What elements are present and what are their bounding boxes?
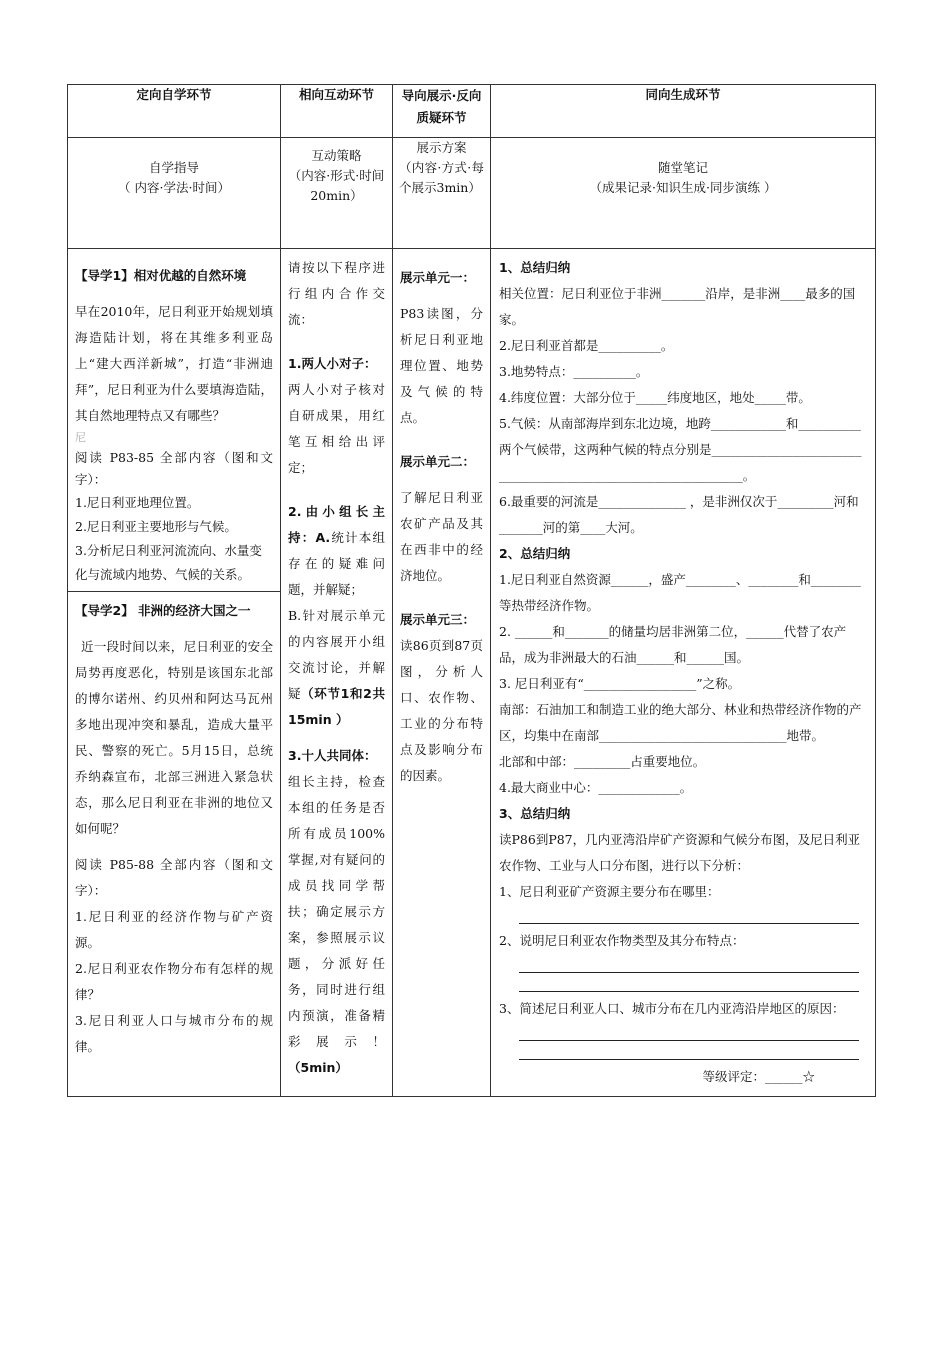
guide2-item-3: 3.尼日利亚人口与城市分布的规律。	[75, 1013, 273, 1054]
subheader-col3-sub: （内容·方式·每个展示3min）	[399, 160, 484, 195]
answer-line-5[interactable]	[519, 1045, 859, 1060]
guide2-item-2: 2.尼日利亚农作物分布有怎样的规律？	[75, 961, 273, 1002]
s1-line-3: 3.地势特点：__________。	[499, 364, 649, 379]
step1-text: 两人小对子核对自研成果，用红笔互相给出评定；	[288, 382, 385, 475]
subheader-col3-title: 展示方案	[416, 140, 467, 155]
lesson-plan-table	[67, 84, 876, 1097]
answer-line-4[interactable]	[519, 1026, 859, 1041]
guide2-item-1: 1.尼日利亚的经济作物与矿产资源。	[75, 909, 273, 950]
col4-content	[491, 249, 876, 1097]
guide2-text: 近一段时间以来，尼日利亚的安全局势再度恶化，特别是该国东北部的博尔诺州、约贝州和阿达马瓦州多地出现冲突和暴乱，造成大量平民、警察的死亡。5月15日，总统乔纳森宣布，北部三洲进入紧急状态，那么尼日利亚在非洲的地位又如何呢？	[75, 639, 273, 836]
s1-line-1: 相关位置：尼日利亚位于非洲_______沿岸，是非洲____最多的国家。	[499, 286, 856, 327]
guide2-read: 阅读 P85-88 全部内容（图和文字）：	[75, 857, 273, 898]
answer-line-3[interactable]	[519, 977, 859, 992]
unit3-text: 读86页到87页图，分析人口、农作物、工业的分布特点及影响分布的因素。	[400, 638, 483, 783]
s1-line-6: 6.最重要的河流是______________ ，是非洲仅次于_________河和_______河的第____大河。	[499, 494, 859, 535]
s3-intro: 读P86到P87，几内亚湾沿岸矿产资源和气候分布图，及尼日利亚农作物、工业与人口分布图，进行以下分析：	[499, 832, 861, 873]
s2-line-1: 1.尼日利亚自然资源______，盛产________、________和________等热带经济作物。	[499, 572, 861, 613]
col1-content	[68, 249, 281, 1097]
unit3-title: 展示单元三：	[400, 612, 476, 627]
guide1-faint: 尼	[75, 431, 86, 444]
step3-text: 组长主持，检查本组的任务是否所有成员100%掌握,对有疑问的成员找同学帮扶；确定展示方案，参照展示议题，分派好任务，同时进行组内预演，准备精彩展示！	[288, 774, 385, 1049]
section1-title: 1、总结归纳	[499, 260, 571, 275]
s2-line-2: 2. ______和_______的储量均居非洲第二位，______代替了农产品，成为非洲最大的石油______和______国。	[499, 624, 847, 665]
unit2-text: 了解尼日利亚农矿产品及其在西非中的经济地位。	[400, 490, 483, 583]
guide1-item-2: 2.尼日利亚主要地形与气候。	[75, 519, 237, 534]
step1-title: 1.两人小对子：	[288, 356, 377, 371]
s3-question-3: 3、简述尼日利亚人口、城市分布在几内亚湾沿岸地区的原因：	[499, 1001, 845, 1016]
subheader-col1-sub: （ 内容·学法·时间）	[118, 180, 230, 195]
step2-title: 2.由小组长主持：A.	[288, 504, 385, 545]
unit2-title: 展示单元二：	[400, 454, 476, 469]
s1-line-5: 5.气候：从南部海岸到东北边境，地跨____________和__________两个气候带，这两种气候的特点分别是_______________________________________________________________。	[499, 416, 862, 483]
s2-line-6: 4.最大商业中心：_____________。	[499, 780, 693, 795]
guide1-read: 阅读 P83-85 全部内容（图和文字）：	[75, 450, 273, 487]
step2-text-b: B.针对展示单元的内容展开小组交流讨论，并解疑	[288, 608, 385, 701]
subheader-col4	[491, 138, 876, 249]
col3-content	[393, 249, 491, 1097]
header-col1: 定向自学环节	[68, 85, 281, 138]
answer-line-2[interactable]	[519, 958, 859, 973]
rating: 等级评定：______☆	[702, 1069, 815, 1084]
section3-title: 3、总结归纳	[499, 806, 571, 821]
unit1-text: P83读图，分析尼日利亚地理位置、地势及气候的特点。	[400, 306, 483, 425]
header-row	[68, 85, 876, 138]
step3-bold: （5min）	[288, 1060, 348, 1075]
s1-line-4: 4.纬度位置：大部分位于_____纬度地区，地处_____带。	[499, 390, 811, 405]
subheader-col4-title: 随堂笔记	[657, 160, 708, 175]
col2-content	[281, 249, 393, 1097]
unit1-title: 展示单元一：	[400, 270, 476, 285]
step3-title: 3.十人共同体：	[288, 748, 377, 763]
s1-line-2: 2.尼日利亚首都是__________。	[499, 338, 674, 353]
subheader-row	[68, 138, 876, 249]
step2-bold: （环节1和2共15min ）	[288, 686, 385, 727]
s2-line-5: 北部和中部：_________占重要地位。	[499, 754, 706, 769]
s3-question-2: 2、说明尼日利亚农作物类型及其分布特点：	[499, 933, 745, 948]
subheader-col1-title: 自学指导	[148, 160, 199, 175]
guide1-title: 【导学1】相对优越的自然环境	[75, 268, 247, 283]
s3-question-1: 1、尼日利亚矿产资源主要分布在哪里：	[499, 884, 720, 899]
step2-text-a: 统计本组存在的疑难问题，并解疑；	[288, 530, 385, 597]
content-row	[68, 249, 876, 1097]
col2-intro: 请按以下程序进行组内合作交流：	[288, 260, 385, 327]
subheader-col3	[393, 138, 491, 249]
section2-title: 2、总结归纳	[499, 546, 571, 561]
header-col4: 同向生成环节	[491, 85, 876, 138]
subheader-col4-sub: （成果记录·知识生成·同步演练 ）	[589, 180, 777, 195]
subheader-col1	[68, 138, 281, 249]
guide1-item-3: 3.分析尼日利亚河流流向、水量变化与流域内地势、气候的关系。	[75, 543, 262, 582]
s2-line-4: 南部：石油加工和制造工业的绝大部分、林业和热带经济作物的产区，均集中在南部______________________________地带。	[499, 702, 862, 743]
header-col3: 导向展示·反向质疑环节	[393, 85, 491, 138]
subheader-col2-title: 互动策略	[311, 148, 362, 163]
header-col2: 相向互动环节	[281, 85, 393, 138]
guide1-item-1: 1.尼日利亚地理位置。	[75, 495, 200, 510]
guide1-text: 早在2010年，尼日利亚开始规划填海造陆计划，将在其维多利亚岛上“建大西洋新城”，打造“非洲迪拜”，尼日利亚为什么要填海造陆，其自然地理特点又有哪些？	[75, 304, 273, 423]
answer-line-1[interactable]	[519, 909, 859, 924]
guide2-title: 【导学2】 非洲的经济大国之一	[75, 603, 251, 618]
s2-line-3: 3. 尼日利亚有“__________________”之称。	[499, 676, 741, 691]
subheader-col2-sub: （内容·形式·时间 20min）	[288, 168, 385, 203]
subheader-col2	[281, 138, 393, 249]
